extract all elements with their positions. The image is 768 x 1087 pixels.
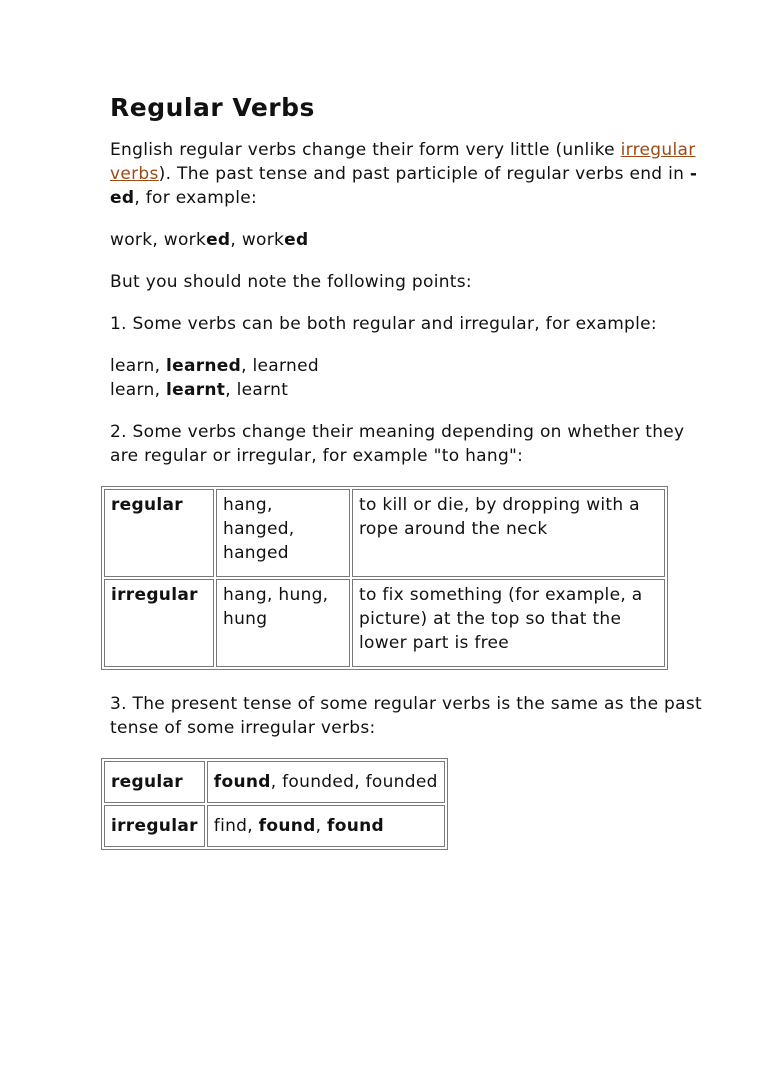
irregular-label: irregular [111,816,198,836]
intro-text-3: , for example: [134,188,257,208]
learn1-bold: learned [165,356,242,376]
point-2: 2. Some verbs change their meaning depending on whether they are regular or irregular, for example "to hang": [110,422,685,466]
example-text-a: work, work [110,230,207,250]
point-3: 3. The present tense of some regular verbs is the same as the past tense of some irregular verbs: [110,694,702,738]
found-table [101,758,448,850]
verb-forms-cell: hang, hanged, hanged [216,489,350,577]
hang-table [101,486,668,670]
founded-text: , founded, founded [270,772,438,792]
separator-text: , [315,816,328,836]
example-bold-b: ed [284,230,309,250]
row-label [104,579,214,667]
irregular-label: irregular [111,585,198,605]
intro-paragraph [110,138,710,210]
intro-text-1: English regular verbs change their form very little (unlike [110,140,621,160]
note-paragraph: But you should note the following points: [110,272,472,292]
row-label [104,805,205,847]
learn2-bold: learnt [165,380,226,400]
learn2-text-b: , learnt [225,380,289,400]
ed-ending: -ed [110,164,698,208]
point-1: 1. Some verbs can be both regular and irregular, for example: [110,314,657,334]
regular-label: regular [111,495,183,515]
found-bold-2: found [327,816,384,836]
learn-examples [110,354,710,402]
find-text: find, [213,816,259,836]
learn-line-2 [110,378,710,402]
regular-label: regular [111,772,183,792]
table-row [104,805,445,847]
meaning-cell: to kill or die, by dropping with a rope around the neck [352,489,665,577]
verb-forms-cell [207,761,445,803]
work-example [110,228,710,252]
row-label [104,761,205,803]
learn2-text-a: learn, [110,380,166,400]
learn1-text-a: learn, [110,356,166,376]
intro-text-2: ). The past tense and past participle of regular verbs end in [158,164,690,184]
found-bold: found [213,772,271,792]
table-row [104,579,665,667]
meaning-cell: to fix something (for example, a picture) at the top so that the lower part is free [352,579,665,667]
verb-forms-cell: hang, hung, hung [216,579,350,667]
table-row [104,489,665,577]
row-label [104,489,214,577]
document-page [110,90,710,872]
learn1-text-b: , learned [241,356,319,376]
found-bold-1: found [258,816,316,836]
example-bold-a: ed [206,230,231,250]
verb-forms-cell [207,805,445,847]
page-title: Regular Verbs [110,93,315,122]
irregular-verbs-link[interactable]: irregular verbs [110,140,696,184]
table-row [104,761,445,803]
example-text-b: , work [230,230,285,250]
learn-line-1 [110,354,710,378]
